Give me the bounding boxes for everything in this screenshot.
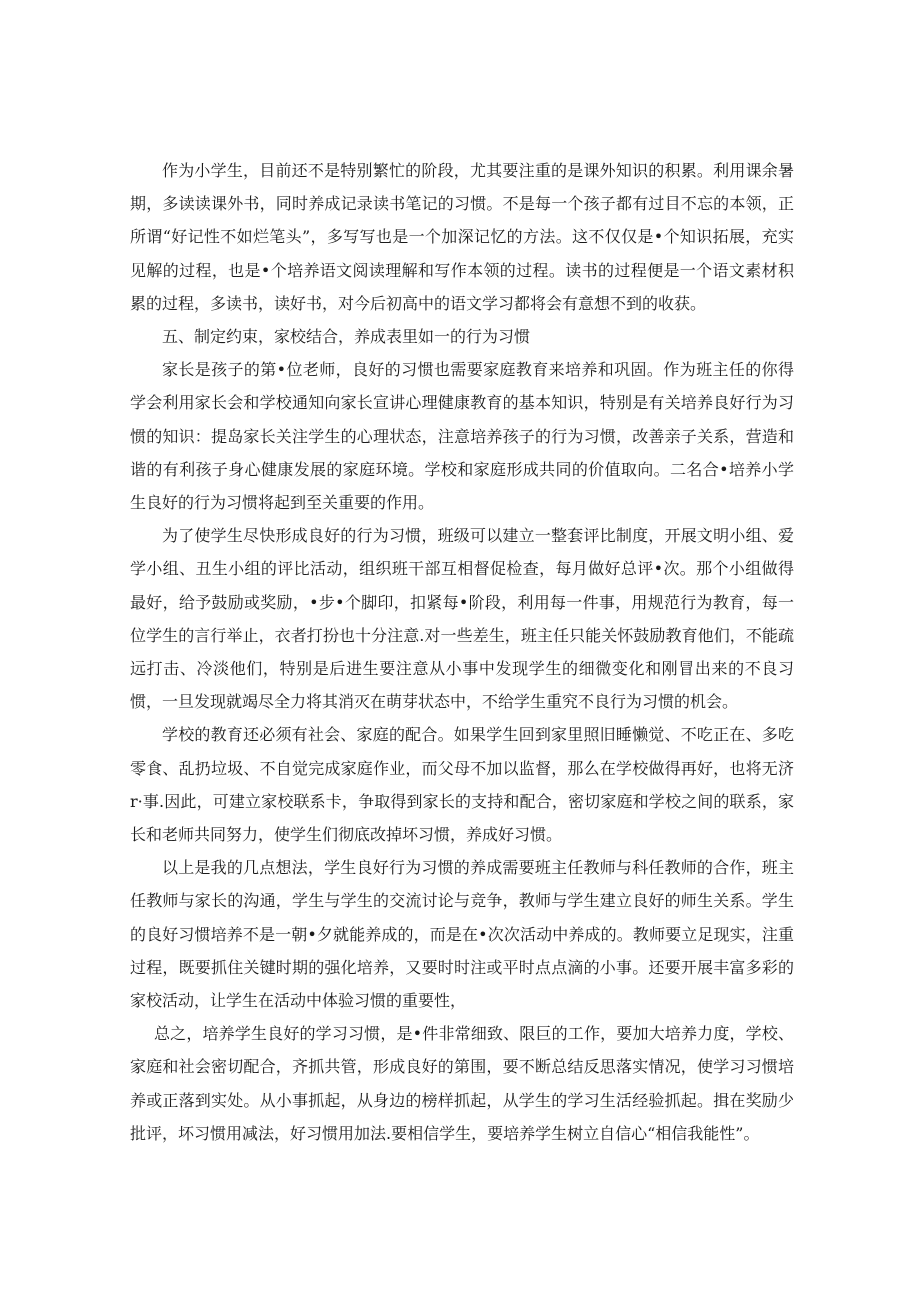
document-body	[130, 154, 794, 1150]
paragraph-parents-role: 家长是孩子的第•位老师，良好的习惯也需要家庭教育来培养和巩固。作为班主任的你得学会利用家长会和学校通知向家长宣讲心理健康教育的基本知识，特别是有关培养良好行为习惯的知识：提岛家长关注学生的心理状态，注意培养孩子的行为习惯，改善亲子关系，营造和谐的有利孩子身心健康发展的家庭环境。学校和家庭形成共同的价值取向。二名合•培养小学生良好的行为习惯将起到至关重要的作用。	[130, 360, 794, 513]
paragraph-evaluation-system: 为了使学生尽快形成良好的行为习惯，班级可以建立一整套评比制度，开展文明小组、爱学小组、丑生小组的评比活动，组织班干部互相督促检查，每月做好总评•次。那个小组做得最好，给予鼓励或奖励，•步•个脚印，扣紧每•阶段，利用每一件事，用规范行为教育，每一位学生的言行举止，衣者打扮也十分注意.对一些差生，班主任只能关怀鼓励教育他们，不能疏远打击、冷淡他们，特别是后进生要注意从小事中发现学生的细微变化和刚冒出来的不良习惯，一旦发现就竭尽全力将其消灭在萌芽状态中，不给学生重究不良行为习惯的机会。	[130, 526, 794, 712]
paragraph-family-cooperation: 学校的教育还必须有社会、家庭的配合。如果学生回到家里照旧睡懒觉、不吃正在、多吃零食、乱扔垃圾、不自觉完成家庭作业，而父母不加以监督，那么在学校做得再好，也将无济r·事.因此，可建立家校联系卡，争取得到家长的支持和配合，密切家庭和学校之间的联系，家长和老师共同努力，使学生们彻底改掉坏习惯，养成好习惯。	[130, 725, 794, 845]
paragraph-conclusion: 总之，培养学生良好的学习习惯，是•件非常细致、限巨的工作，要加大培养力度，学校、家庭和社会密切配合，齐抓共管，形成良好的第围，要不断总结反思落实情况，使学习习惯培养或正落到实处。从小事抓起，从身边的榜样抓起，从学生的学习生活经验抓起。揖在奖励少批评，坏习惯用减法，好习惯用加法.要相信学生，要培养学生树立自信心“相信我能性”。	[130, 1024, 794, 1143]
paragraph-thoughts: 以上是我的几点想法，学生良好行为习惯的养成需要班主任教师与科任教师的合作，班主任教师与家长的沟通，学生与学生的交流讨论与竞争，教师与学生建立良好的师生关系。学生的良好习惯培养不是一朝•夕就能养成的，而是在•次次活动中养成的。教师要立足现实，注重过程，既要抓住关键时期的强化培养，又要时时注或平时点点滴的小事。还要开展丰富多彩的家校活动，让学生在活动中体验习惯的重要性，	[130, 858, 794, 1011]
section-heading-five: 五、制定约束，家校结合，养成表里如一的行为习惯	[162, 327, 531, 347]
paragraph-reading-habits: 作为小学生，目前还不是特别繁忙的阶段，尤其要注重的是课外知识的积累。利用课余暑期，多读读课外书，同时养成记录读书笔记的习惯。不是每一个孩子都有过目不忘的本领，正所谓“好记性不如烂笔头”，多写写也是一个加深记忆的方法。这不仅仅是•个知识拓展，充实见解的过程，也是•个培养语文阅读理解和写作本领的过程。读书的过程便是一个语文素材积累的过程，多读书，读好书，对今后初高中的语文学习都将会有意想不到的收获。	[130, 161, 794, 313]
